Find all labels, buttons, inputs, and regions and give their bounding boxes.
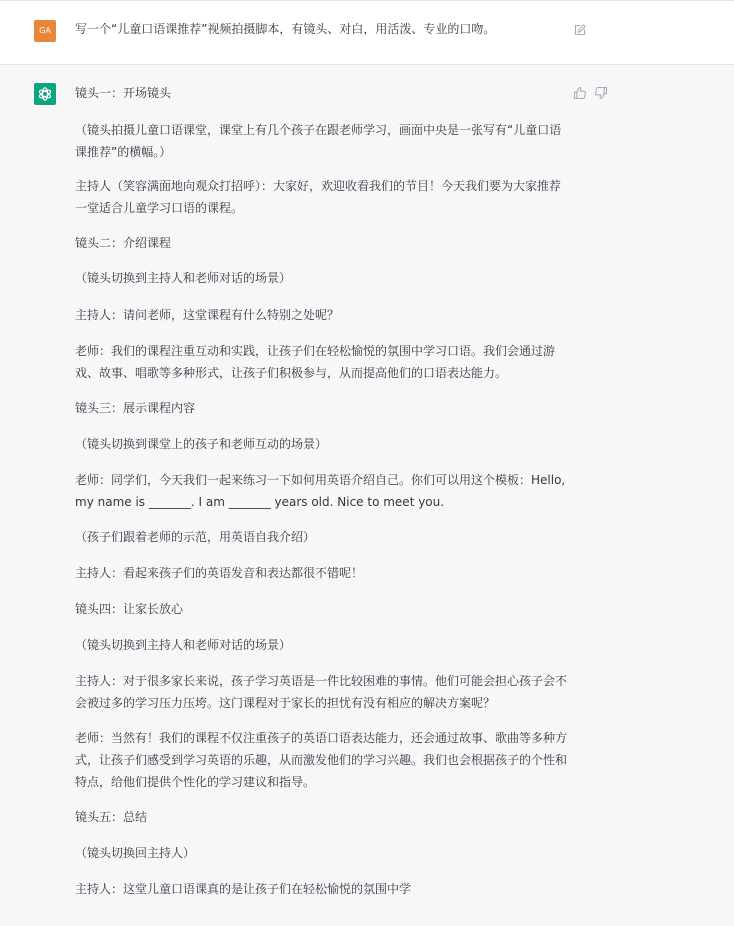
dialogue-line: 老师：同学们，今天我们一起来练习一下如何用英语介绍自己。你们可以用这个模板：Hello, my name is _______. I am _______ years old. Nice to meet you.: [75, 473, 566, 509]
dialogue-line: 主持人：请问老师，这堂课程有什么特别之处呢？: [75, 308, 340, 322]
scene-direction: （镜头切换到课堂上的孩子和老师互动的场景）: [75, 437, 328, 451]
assistant-message-row: [0, 65, 734, 926]
scene-direction: （镜头切换回主持人）: [75, 846, 196, 860]
dialogue-line: 主持人（笑容满面地向观众打招呼）：大家好，欢迎收看我们的节目！今天我们要为大家推荐一堂适合儿童学习口语的课程。: [75, 179, 562, 215]
user-avatar: GA: [34, 20, 56, 42]
openai-logo-icon: [34, 83, 56, 105]
dialogue-line: 老师：当然有！我们的课程不仅注重孩子的英语口语表达能力，还会通过故事、歌曲等多种方式，让孩子们感受到学习英语的乐趣，从而激发他们的学习兴趣。我们也会根据孩子的个性和特点，给他们提供个性化的学习建议和指导。: [75, 731, 568, 789]
dialogue-line: 主持人：对于很多家长来说，孩子学习英语是一件比较困难的事情。他们可能会担心孩子会不会被过多的学习压力压垮。这门课程对于家长的担忧有没有相应的解决方案呢？: [75, 674, 568, 710]
scene-direction: （镜头切换到主持人和老师对话的场景）: [75, 638, 292, 652]
scene-heading: 镜头一：开场镜头: [75, 86, 172, 100]
user-message-text: 写一个“儿童口语课推荐”视频拍摄脚本，有镜头、对白，用活泼、专业的口吻。: [75, 22, 496, 36]
user-message-row: [0, 1, 734, 65]
scene-direction: （镜头切换到主持人和老师对话的场景）: [75, 271, 292, 285]
scene-direction: （孩子们跟着老师的示范，用英语自我介绍）: [75, 530, 316, 544]
scene-heading: 镜头三：展示课程内容: [75, 401, 196, 415]
dialogue-line: 主持人：这堂儿童口语课真的是让孩子们在轻松愉悦的氛围中学: [75, 882, 412, 896]
dialogue-line: 主持人：看起来孩子们的英语发音和表达都很不错呢！: [75, 566, 364, 580]
dialogue-line: 老师：我们的课程注重互动和实践，让孩子们在轻松愉悦的氛围中学习口语。我们会通过游戏、故事、唱歌等多种形式，让孩子们积极参与，从而提高他们的口语表达能力。: [75, 344, 556, 380]
scene-heading: 镜头二：介绍课程: [75, 236, 172, 250]
thumbs-up-icon[interactable]: [573, 85, 587, 99]
scene-heading: 镜头五：总结: [75, 810, 148, 824]
scene-heading: 镜头四：让家长放心: [75, 602, 184, 616]
thumbs-down-icon[interactable]: [594, 85, 608, 99]
scene-direction: （镜头拍摄儿童口语课堂，课堂上有几个孩子在跟老师学习，画面中央是一张写有“儿童口语课推荐”的横幅。）: [75, 123, 562, 159]
edit-icon[interactable]: [573, 22, 587, 36]
